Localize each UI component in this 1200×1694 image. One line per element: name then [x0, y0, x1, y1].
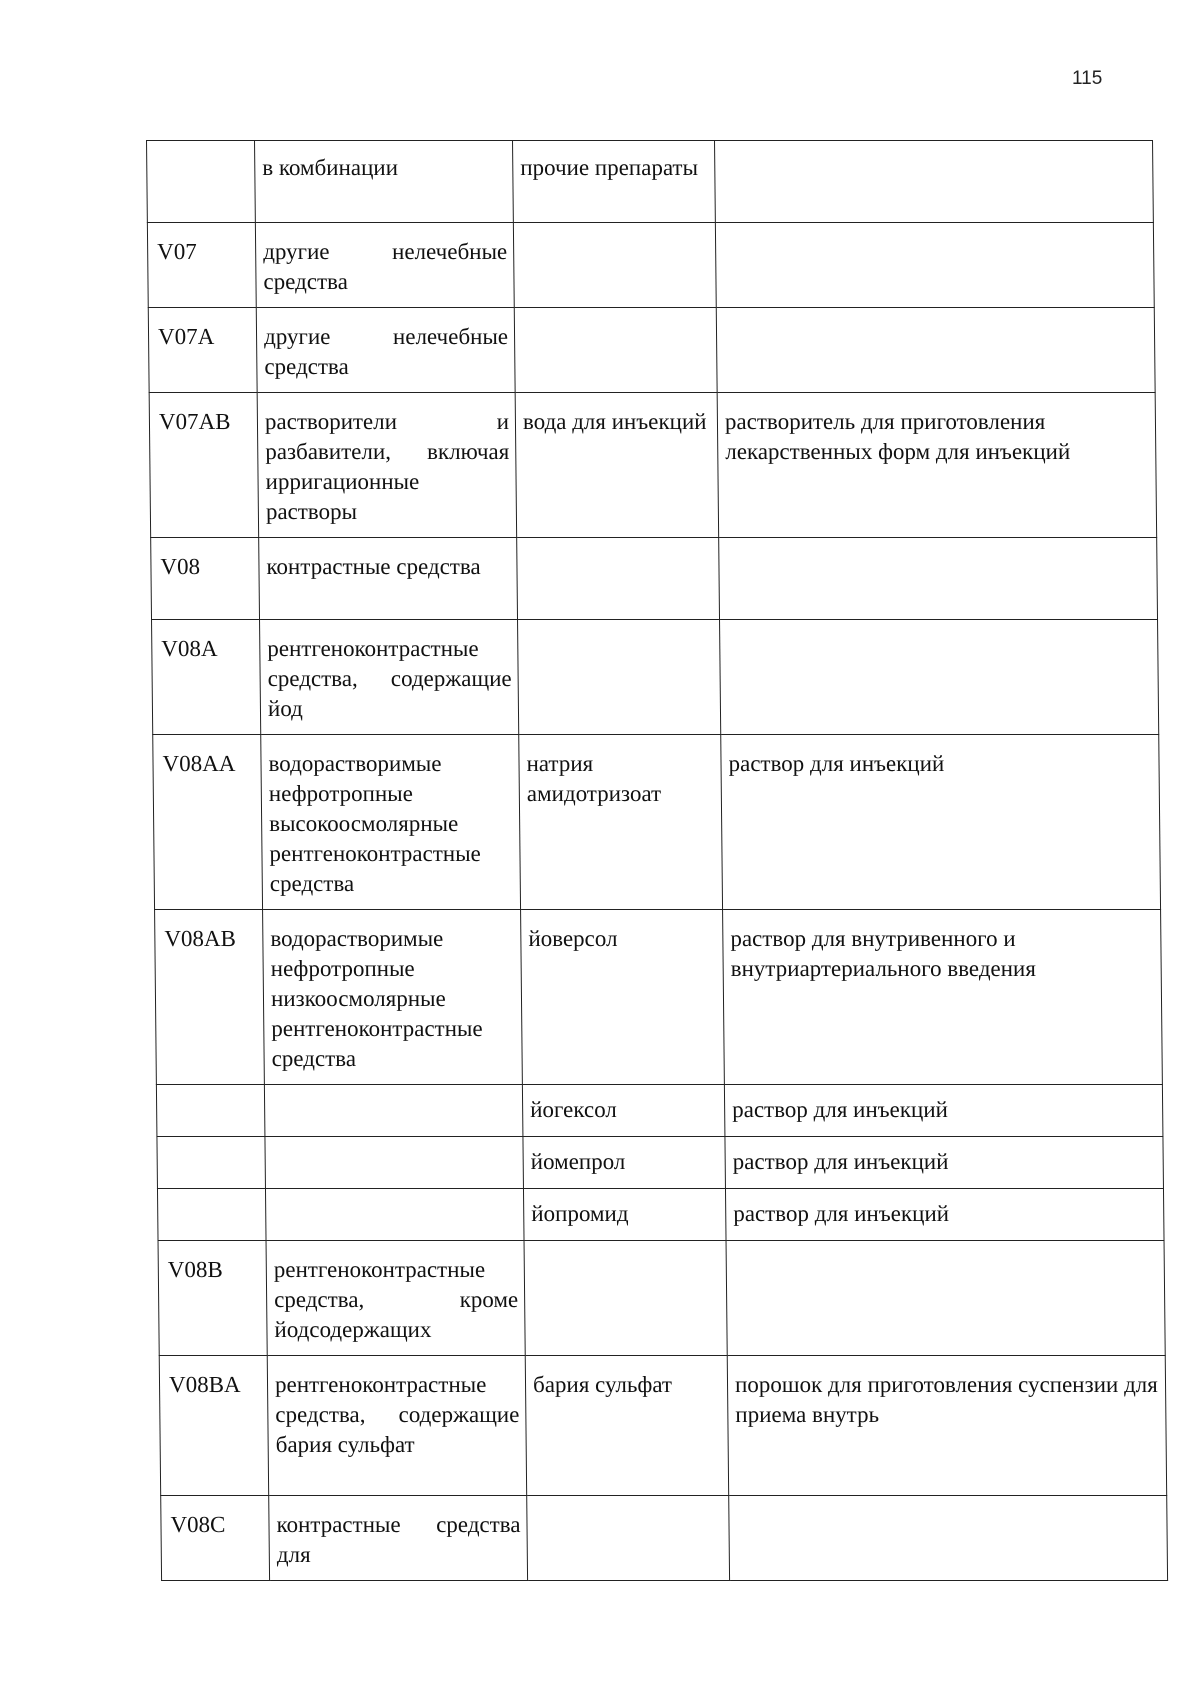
table-row — [155, 910, 1163, 1085]
atc-code-cell — [156, 1085, 265, 1137]
group-description-cell: в комбинации — [255, 141, 514, 223]
group-description-cell: рентгеноконтрастные средства, содержащие йод — [260, 620, 519, 735]
drug-name-cell — [527, 1496, 730, 1581]
dosage-form-cell — [719, 538, 1158, 620]
table-row — [157, 1137, 1164, 1189]
table-row — [157, 1189, 1164, 1241]
dosage-form-cell: раствор для инъекций — [725, 1189, 1164, 1241]
dosage-form-cell: раствор для инъекций — [725, 1137, 1164, 1189]
drug-name-cell: бария сульфат — [525, 1356, 728, 1496]
dosage-form-cell: раствор для инъекций — [721, 735, 1161, 910]
drug-name-cell: натрия амидотризоат — [519, 735, 723, 910]
drug-name-cell — [524, 1241, 727, 1356]
drug-name-cell: йоверсол — [521, 910, 725, 1085]
table-row — [153, 735, 1161, 910]
table-row — [148, 308, 1155, 393]
dosage-form-cell: растворитель для приготовления лекарственных форм для инъекций — [717, 393, 1157, 538]
group-description-cell: другие нелечебные средства — [256, 308, 515, 393]
group-description-cell: контрастные средства — [259, 538, 518, 620]
table-row — [152, 620, 1159, 735]
group-description-cell — [265, 1137, 524, 1189]
page-number: 115 — [1072, 68, 1103, 89]
drug-name-cell — [518, 620, 721, 735]
group-description-cell: растворители и разбавители, включая ирригационные растворы — [257, 393, 517, 538]
table-row — [159, 1356, 1166, 1496]
atc-code-cell: V08AA — [153, 735, 263, 910]
dosage-form-cell — [715, 141, 1154, 223]
drug-name-cell: йомепрол — [523, 1137, 726, 1189]
group-description-cell: рентгеноконтрастные средства, содержащие бария сульфат — [267, 1356, 526, 1496]
atc-code-cell: V08C — [161, 1496, 270, 1581]
atc-code-cell: V07AB — [149, 393, 259, 538]
dosage-form-cell — [720, 620, 1159, 735]
atc-code-cell: V07 — [147, 223, 256, 308]
drug-classification-table — [146, 140, 1168, 1581]
drug-name-cell — [517, 538, 720, 620]
atc-code-cell: V08A — [152, 620, 261, 735]
table-row — [151, 538, 1158, 620]
atc-code-cell — [157, 1189, 266, 1241]
atc-code-cell: V08 — [151, 538, 260, 620]
atc-code-cell: V07A — [148, 308, 257, 393]
atc-code-cell — [147, 141, 256, 223]
group-description-cell: водорастворимые нефротропные высокоосмолярные рентгеноконтрастные средства — [261, 735, 521, 910]
atc-code-cell — [157, 1137, 266, 1189]
dosage-form-cell — [716, 308, 1155, 393]
dosage-form-cell — [729, 1496, 1168, 1581]
table-row — [156, 1085, 1163, 1137]
table-row — [149, 393, 1157, 538]
group-description-cell: рентгеноконтрастные средства, кроме йодсодержащих — [266, 1241, 525, 1356]
drug-name-cell: йогексол — [522, 1085, 725, 1137]
dosage-form-cell — [726, 1241, 1165, 1356]
group-description-cell: другие нелечебные средства — [255, 223, 514, 308]
table-row — [161, 1496, 1168, 1581]
group-description-cell — [264, 1085, 523, 1137]
dosage-form-cell: порошок для приготовления суспензии для приема внутрь — [727, 1356, 1166, 1496]
drug-name-cell: вода для инъекций — [515, 393, 719, 538]
drug-name-cell — [513, 223, 716, 308]
table-row — [158, 1241, 1165, 1356]
atc-code-cell: V08BA — [159, 1356, 268, 1496]
atc-code-cell: V08B — [158, 1241, 267, 1356]
table-header-row — [147, 141, 1154, 223]
table-row — [147, 223, 1154, 308]
dosage-form-cell — [715, 223, 1154, 308]
drug-name-cell: прочие препараты — [513, 141, 716, 223]
table-body — [147, 141, 1168, 1581]
atc-code-cell: V08AB — [155, 910, 265, 1085]
drug-name-cell — [514, 308, 717, 393]
drug-name-cell: йопромид — [523, 1189, 726, 1241]
dosage-form-cell: раствор для инъекций — [724, 1085, 1163, 1137]
group-description-cell — [265, 1189, 524, 1241]
dosage-form-cell: раствор для внутривенного и внутриартериального введения — [723, 910, 1163, 1085]
group-description-cell: контрастные средства для — [269, 1496, 528, 1581]
group-description-cell: водорастворимые нефротропные низкоосмолярные рентгеноконтрастные средства — [263, 910, 523, 1085]
